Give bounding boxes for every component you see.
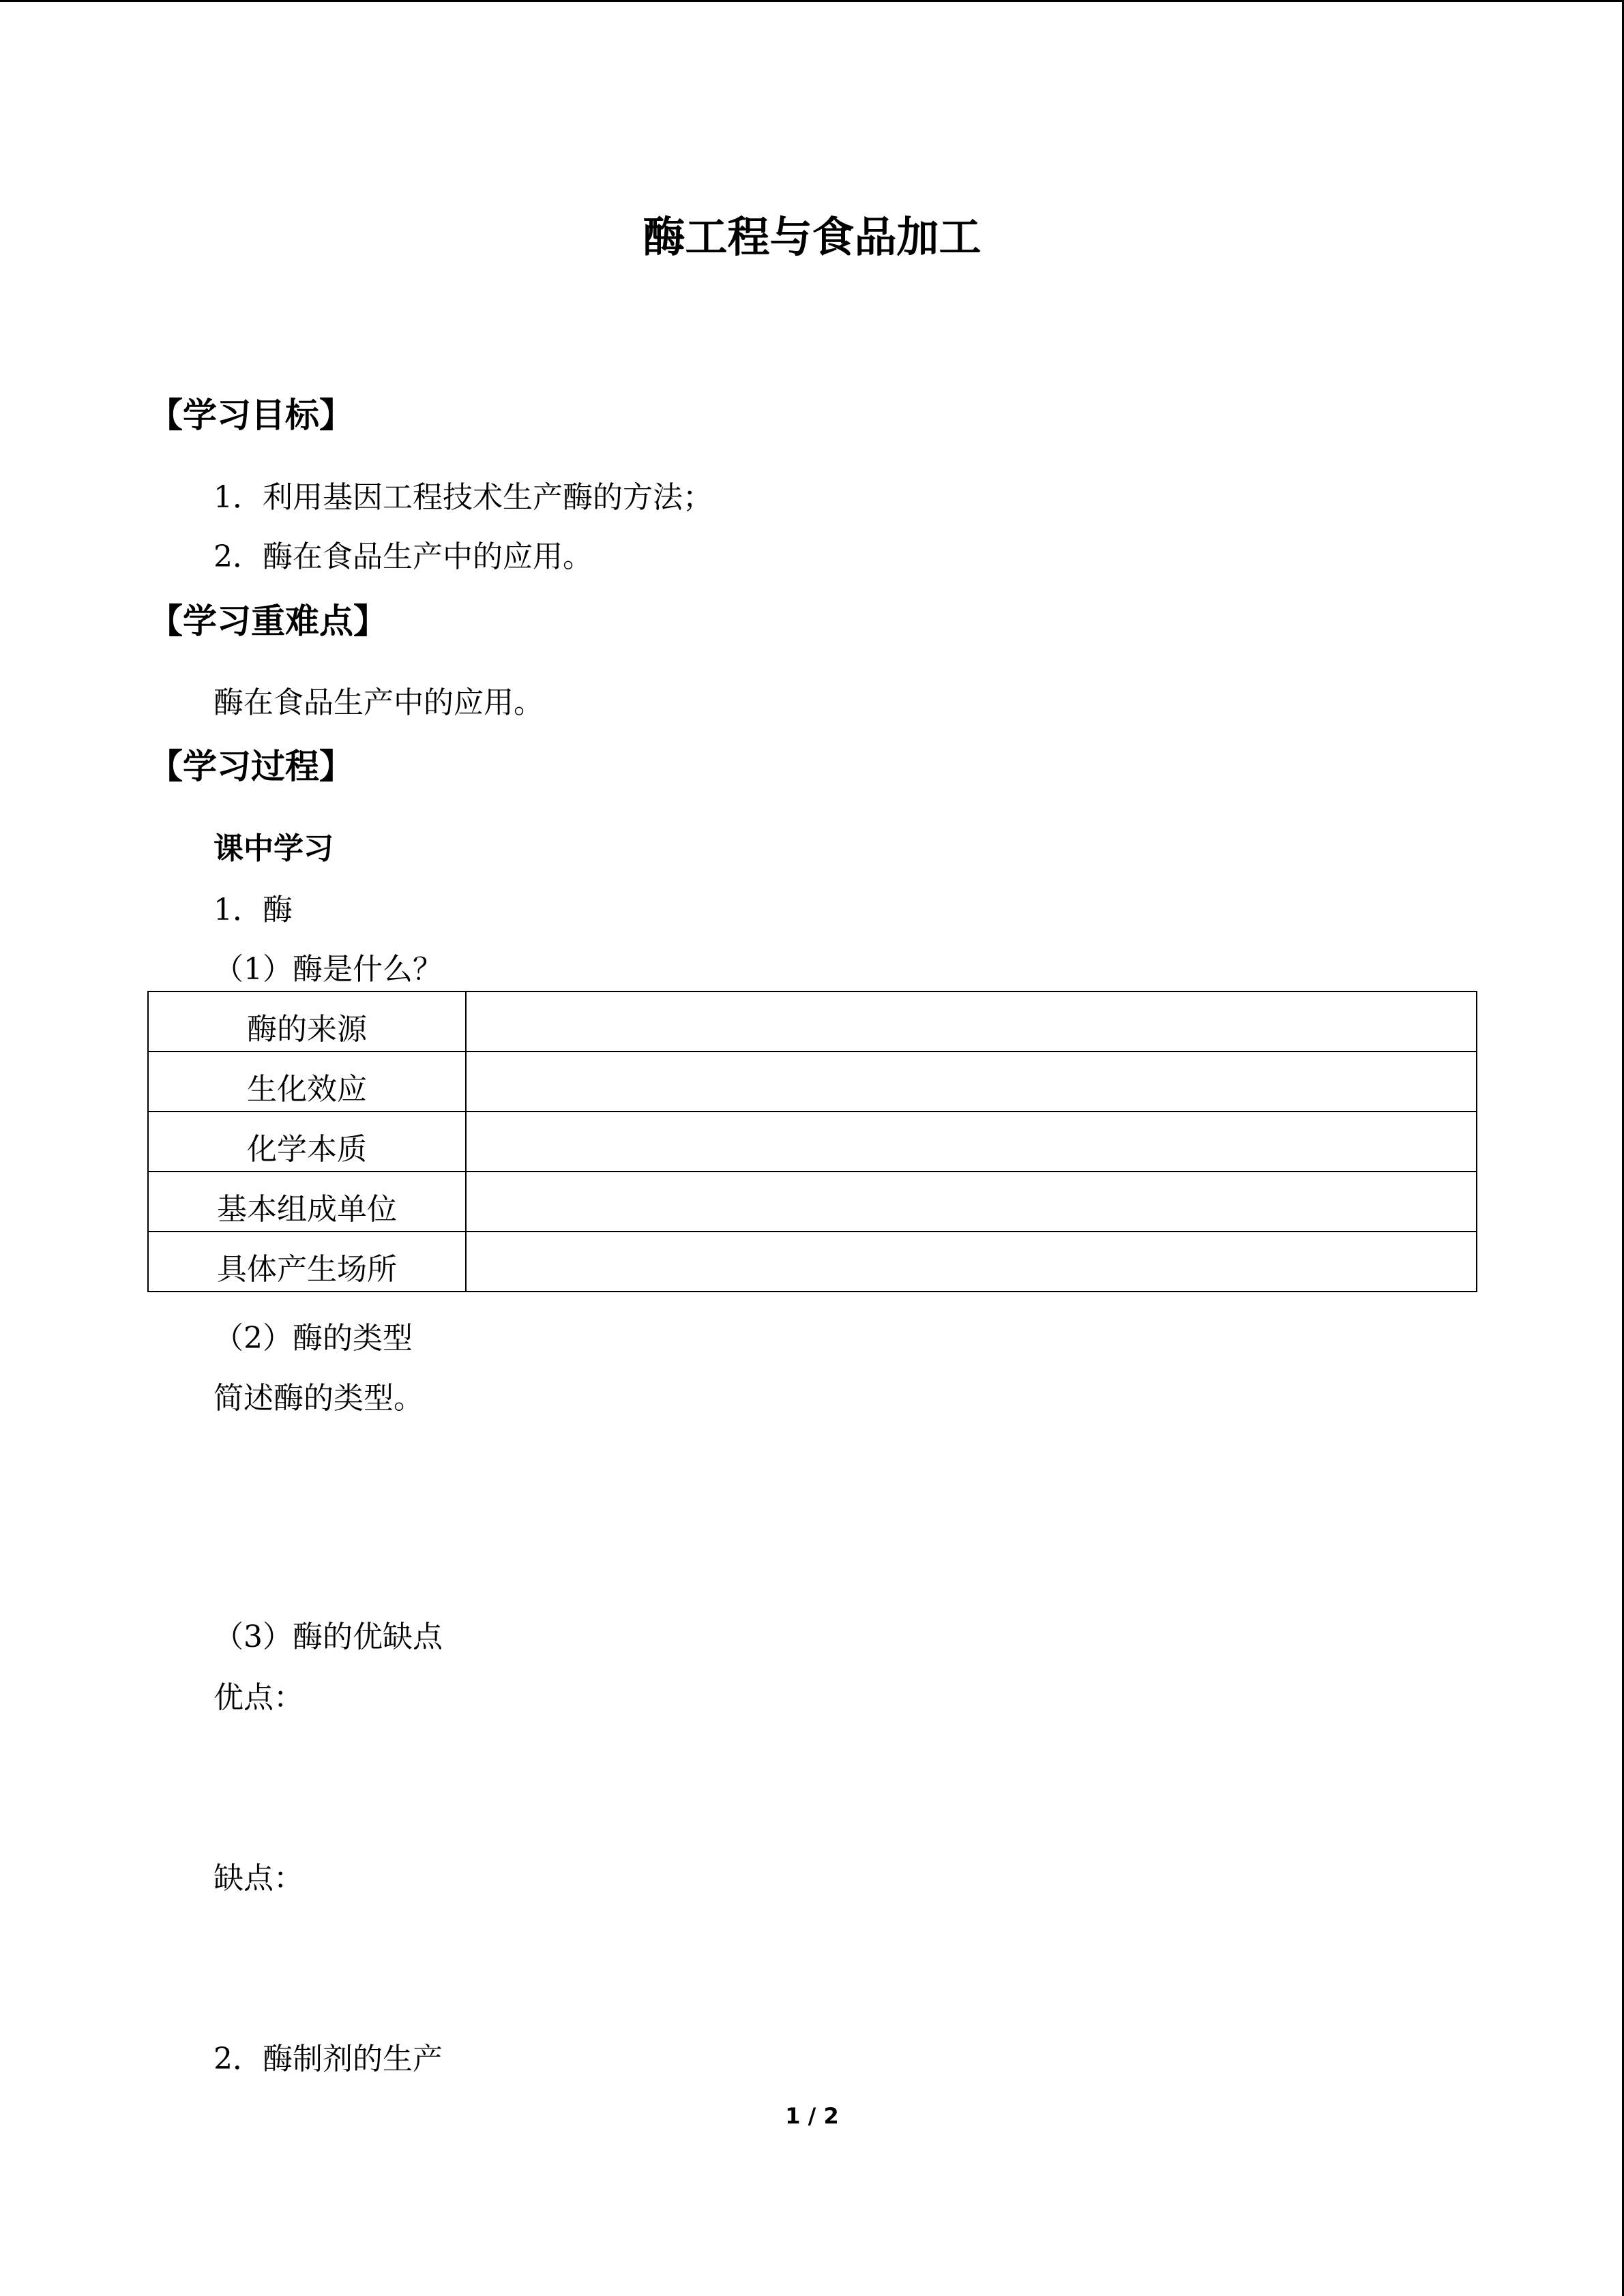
table-label-cell — [148, 1052, 466, 1112]
page-number: 1 / 2 — [785, 2103, 839, 2129]
question-2: （2）酶的类型 — [213, 1321, 413, 1356]
process-item-2: 2．酶制剂的生产 — [213, 2042, 443, 2076]
objective-item-2: 2．酶在食品生产中的应用。 — [213, 539, 593, 574]
table-label-cell — [148, 992, 466, 1052]
row-label-effect: 生化效应 — [247, 1072, 367, 1107]
table-answer-cell[interactable] — [466, 1052, 1477, 1112]
table-answer-cell[interactable] — [466, 1112, 1477, 1172]
row-label-source: 酶的来源 — [247, 1012, 367, 1047]
key-points-heading: 【学习重难点】 — [149, 601, 387, 641]
row-label-unit: 基本组成单位 — [217, 1192, 397, 1227]
document-title: 酶工程与食品加工 — [643, 212, 981, 262]
objectives-heading: 【学习目标】 — [149, 396, 353, 435]
disadvantages-label: 缺点： — [213, 1861, 304, 1896]
table-answer-cell[interactable] — [466, 1172, 1477, 1232]
row-label-nature: 化学本质 — [247, 1132, 367, 1167]
table-answer-cell[interactable] — [466, 992, 1477, 1052]
process-item-1: 1．酶 — [213, 893, 293, 927]
table-row — [148, 992, 1477, 1052]
table-row — [148, 1052, 1477, 1112]
key-points-text: 酶在食品生产中的应用。 — [213, 685, 544, 720]
objective-item-1: 1．利用基因工程技术生产酶的方法； — [213, 480, 713, 515]
table-answer-cell[interactable] — [466, 1232, 1477, 1292]
in-class-subheading: 课中学习 — [213, 831, 334, 866]
table-label-cell — [148, 1172, 466, 1232]
question-3: （3）酶的优缺点 — [213, 1620, 443, 1654]
advantages-label: 优点： — [213, 1680, 304, 1715]
table-label-cell — [148, 1232, 466, 1292]
table-row — [148, 1172, 1477, 1232]
process-heading: 【学习过程】 — [149, 747, 353, 786]
table-row — [148, 1232, 1477, 1292]
table-row — [148, 1112, 1477, 1172]
enzyme-info-table — [147, 991, 1477, 1292]
table-label-cell — [148, 1112, 466, 1172]
question-2-prompt: 简述酶的类型。 — [213, 1381, 424, 1416]
question-1: （1）酶是什么？ — [213, 952, 443, 987]
row-label-site: 具体产生场所 — [217, 1252, 397, 1287]
